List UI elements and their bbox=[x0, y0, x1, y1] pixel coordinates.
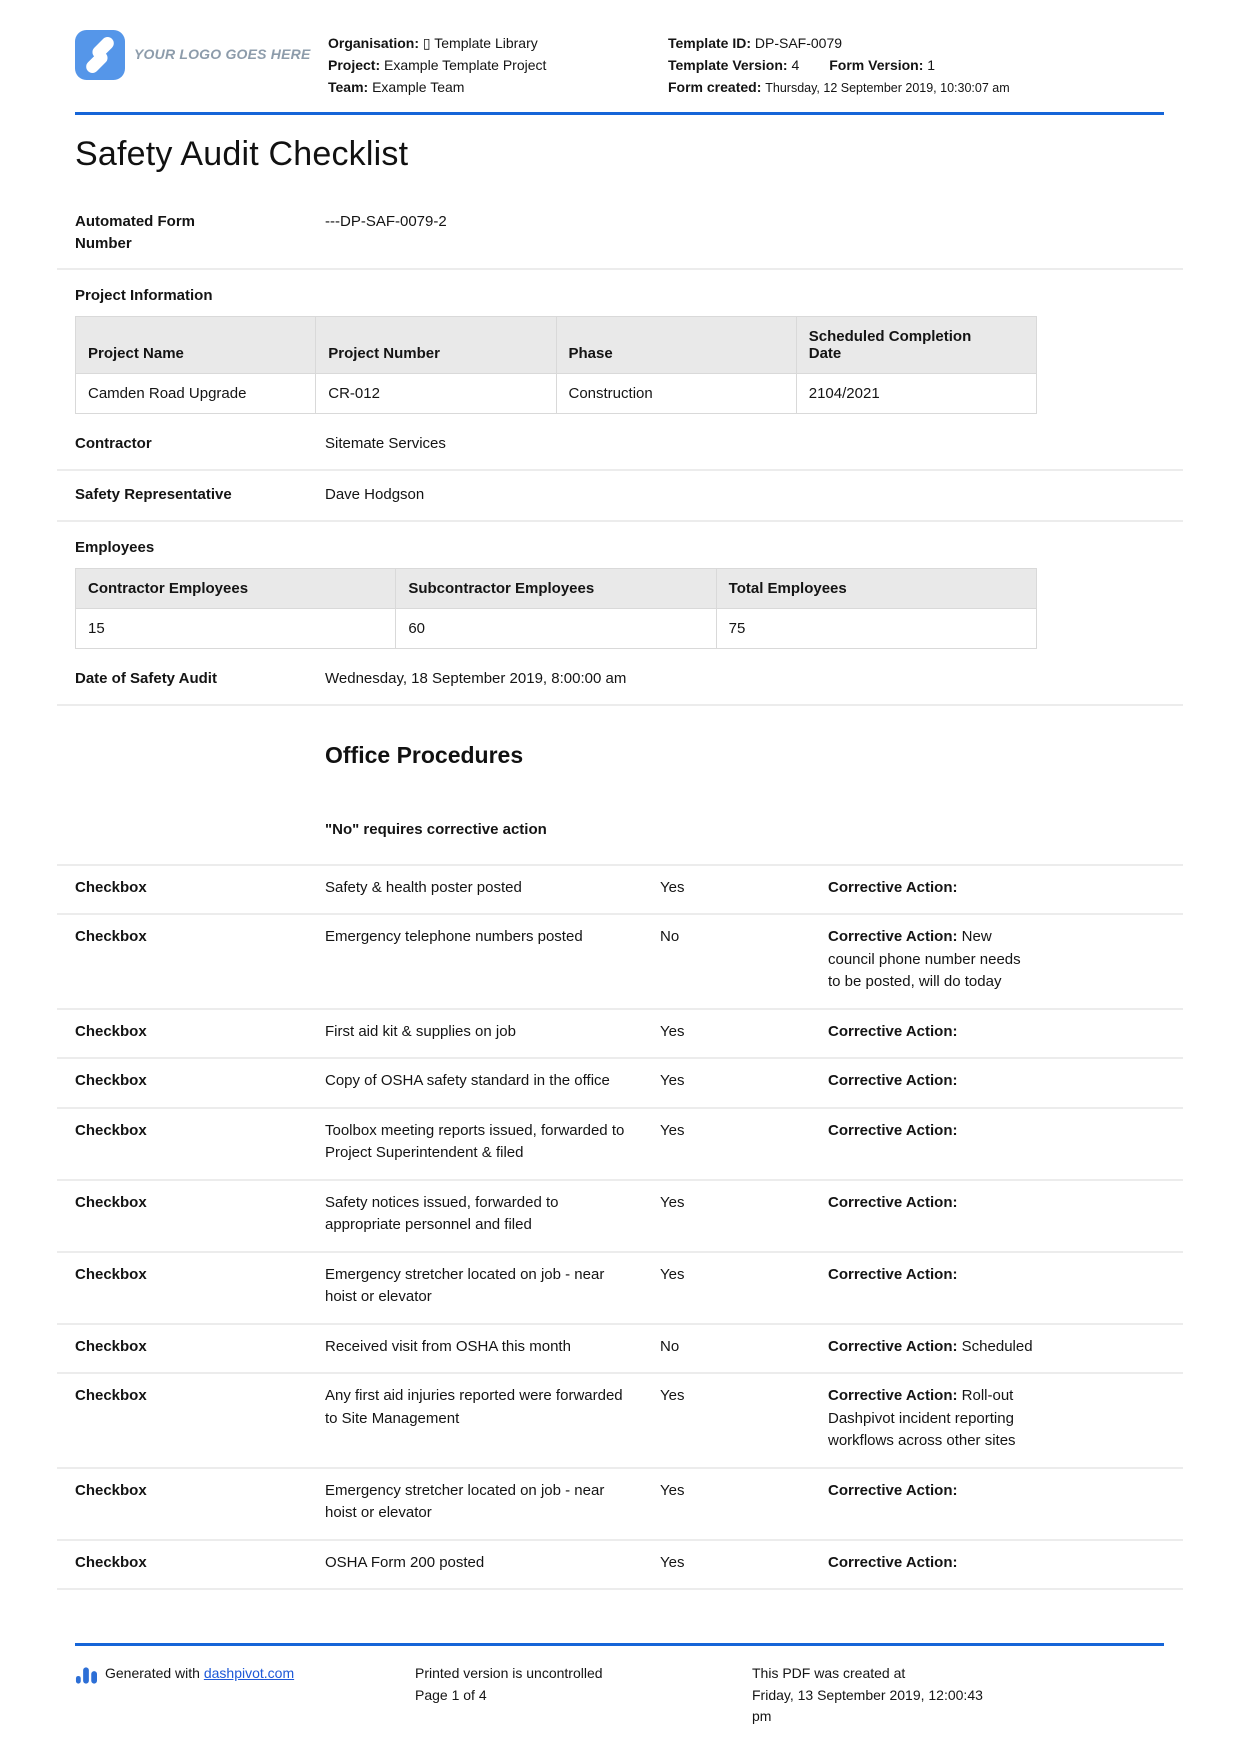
audit-date-row bbox=[75, 655, 1037, 704]
table-header-row bbox=[76, 568, 1037, 608]
checklist-item-text: Emergency stretcher located on job - near hoist or elevator bbox=[325, 1265, 605, 1306]
checklist-row bbox=[75, 1251, 1037, 1323]
corrective-action-cell bbox=[828, 926, 1037, 994]
checklist-row bbox=[75, 1323, 1037, 1373]
section-label-project-information: Project Information bbox=[75, 287, 213, 305]
header-meta-right bbox=[668, 30, 1028, 99]
table-row bbox=[76, 374, 1037, 414]
divider bbox=[57, 704, 1183, 706]
checkbox-field-label: Checkbox bbox=[75, 1072, 147, 1090]
checkbox-field-label: Checkbox bbox=[75, 1387, 147, 1405]
checklist-item-text: Emergency telephone numbers posted bbox=[325, 928, 583, 946]
organisation-field: Organisation: ▯ Template Library bbox=[328, 35, 538, 51]
corrective-action-text: Roll-out Dashpivot incident reporting workflows across other sites bbox=[828, 1387, 1016, 1450]
employees-table bbox=[75, 568, 1037, 649]
project-field: Project: Example Template Project bbox=[328, 57, 547, 74]
field-value: Dave Hodgson bbox=[325, 486, 425, 504]
corrective-action-cell bbox=[828, 1385, 1037, 1453]
table-header-row bbox=[76, 317, 1037, 374]
divider bbox=[57, 1588, 1183, 1590]
checklist-item-text: First aid kit & supplies on job bbox=[325, 1022, 516, 1040]
corrective-action-label: Corrective Action: bbox=[828, 1553, 958, 1571]
checklist-answer: Yes bbox=[660, 1481, 685, 1499]
column-header: Contractor Employees bbox=[76, 568, 396, 608]
checklist-item-text: Any first aid injuries reported were forwarded to Site Management bbox=[325, 1387, 623, 1427]
table-cell: CR-012 bbox=[316, 374, 556, 414]
corrective-action-text: Scheduled bbox=[961, 1337, 1033, 1355]
column-header: Subcontractor Employees bbox=[396, 568, 716, 608]
corrective-action-label: Corrective Action: bbox=[828, 928, 958, 946]
checklist-item-text: OSHA Form 200 posted bbox=[325, 1553, 485, 1571]
checkbox-field-label: Checkbox bbox=[75, 1481, 147, 1499]
checklist-answer: Yes bbox=[660, 1387, 685, 1405]
field-value: Sitemate Services bbox=[325, 435, 446, 453]
checklist-answer: Yes bbox=[660, 1072, 685, 1090]
field-label: Automated Form Number bbox=[75, 212, 195, 252]
field-value: Wednesday, 18 September 2019, 8:00:00 am bbox=[325, 669, 627, 687]
checklist-item-text: Toolbox meeting reports issued, forwarded to Project Superintendent & filed bbox=[325, 1121, 625, 1162]
corrective-action-cell bbox=[828, 1192, 1037, 1237]
logo-icon bbox=[75, 30, 125, 80]
checklist-row bbox=[75, 864, 1037, 914]
corrective-action-label: Corrective Action: bbox=[828, 1121, 958, 1139]
company-logo bbox=[75, 30, 328, 80]
corrective-action-cell bbox=[828, 1480, 1037, 1525]
checklist-row bbox=[75, 1467, 1037, 1539]
checklist-item-text: Received visit from OSHA this month bbox=[325, 1337, 571, 1355]
checklist-row bbox=[75, 913, 1037, 1008]
column-header: Project Name bbox=[76, 317, 316, 374]
section-label-employees: Employees bbox=[75, 538, 155, 556]
checklist-answer: Yes bbox=[660, 1553, 685, 1571]
table-cell: 60 bbox=[396, 608, 716, 648]
corrective-action-label: Corrective Action: bbox=[828, 1481, 958, 1499]
header-meta-left bbox=[328, 30, 668, 98]
corrective-action-cell bbox=[828, 1552, 1037, 1575]
corrective-action-label: Corrective Action: bbox=[828, 1337, 958, 1355]
checklist-row bbox=[75, 1372, 1037, 1467]
checklist-row bbox=[75, 1008, 1037, 1058]
team-field: Team: Example Team bbox=[328, 79, 465, 96]
field-label: Date of Safety Audit bbox=[75, 669, 217, 687]
corrective-action-cell bbox=[828, 1070, 1037, 1093]
footer-divider bbox=[75, 1643, 1164, 1646]
corrective-action-note: "No" requires corrective action bbox=[325, 820, 547, 838]
checklist-row bbox=[75, 1107, 1037, 1179]
corrective-action-cell bbox=[828, 1264, 1037, 1309]
section-heading-office-procedures: Office Procedures bbox=[325, 741, 524, 768]
template-id-field: Template ID: DP-SAF-0079 bbox=[668, 35, 843, 51]
corrective-action-label: Corrective Action: bbox=[828, 1387, 958, 1405]
corrective-action-label: Corrective Action: bbox=[828, 1022, 958, 1040]
field-value: ---DP-SAF-0079-2 bbox=[325, 212, 447, 230]
checklist-answer: Yes bbox=[660, 1265, 685, 1283]
corrective-action-label: Corrective Action: bbox=[828, 1265, 958, 1283]
checklist-answer: Yes bbox=[660, 1193, 685, 1211]
field-label: Contractor bbox=[75, 435, 152, 453]
dashpivot-link[interactable]: dashpivot.com bbox=[203, 1664, 295, 1681]
checklist-answer: No bbox=[660, 928, 680, 946]
checklist-item-text: Safety & health poster posted bbox=[325, 878, 522, 896]
table-cell: 15 bbox=[76, 608, 396, 648]
corrective-action-cell bbox=[828, 1120, 1037, 1165]
safety-representative-row bbox=[75, 471, 1037, 520]
checkbox-field-label: Checkbox bbox=[75, 1022, 147, 1040]
page-title: Safety Audit Checklist bbox=[75, 134, 409, 173]
column-header: Total Employees bbox=[716, 568, 1036, 608]
corrective-action-text: New council phone number needs to be posted, will do today bbox=[828, 928, 1021, 991]
bar-chart-icon bbox=[75, 1664, 97, 1686]
generated-with-text: Generated with dashpivot.com bbox=[105, 1664, 295, 1681]
column-header: Scheduled Completion Date bbox=[796, 317, 1036, 374]
corrective-action-cell bbox=[828, 1336, 1037, 1359]
page-number: Page 1 of 4 bbox=[415, 1686, 487, 1703]
column-header: Phase bbox=[556, 317, 796, 374]
footer-generated bbox=[75, 1663, 415, 1728]
column-header: Project Number bbox=[316, 317, 556, 374]
project-info-table bbox=[75, 316, 1037, 414]
table-cell: 2104/2021 bbox=[796, 374, 1036, 414]
corrective-action-label: Corrective Action: bbox=[828, 1193, 958, 1211]
divider bbox=[57, 520, 1183, 522]
checkbox-field-label: Checkbox bbox=[75, 1553, 147, 1571]
footer-created-info: This PDF was created at Friday, 13 September 2019, 12:00:43 pm bbox=[752, 1664, 983, 1725]
checkbox-field-label: Checkbox bbox=[75, 1121, 147, 1139]
corrective-action-cell bbox=[828, 877, 1037, 900]
footer-print-info bbox=[415, 1663, 752, 1728]
version-fields: Template Version: 4 Form Version: 1 bbox=[668, 57, 936, 74]
form-number-row bbox=[75, 198, 1037, 269]
table-cell: Construction bbox=[556, 374, 796, 414]
contractor-row bbox=[75, 420, 1037, 469]
checklist-item-text: Safety notices issued, forwarded to appropriate personnel and filed bbox=[325, 1193, 559, 1234]
logo-placeholder-text: YOUR LOGO GOES HERE bbox=[134, 46, 311, 62]
checklist-item-text: Copy of OSHA safety standard in the office bbox=[325, 1072, 610, 1090]
corrective-action-cell bbox=[828, 1021, 1037, 1044]
checkbox-field-label: Checkbox bbox=[75, 1337, 147, 1355]
checklist-row bbox=[75, 1179, 1037, 1251]
corrective-action-label: Corrective Action: bbox=[828, 878, 958, 896]
table-row bbox=[76, 608, 1037, 648]
checkbox-field-label: Checkbox bbox=[75, 928, 147, 946]
header-divider bbox=[75, 112, 1164, 115]
checklist-answer: Yes bbox=[660, 878, 685, 896]
checklist-answer: No bbox=[660, 1337, 680, 1355]
checkbox-field-label: Checkbox bbox=[75, 1265, 147, 1283]
checklist bbox=[75, 864, 1164, 1589]
field-label: Safety Representative bbox=[75, 486, 232, 504]
form-created-field: Form created: Thursday, 12 September 2019, 10:30:07 am bbox=[668, 79, 1010, 96]
document-header bbox=[75, 30, 1164, 99]
checklist-answer: Yes bbox=[660, 1121, 685, 1139]
checklist-item-text: Emergency stretcher located on job - near hoist or elevator bbox=[325, 1481, 605, 1522]
checklist-answer: Yes bbox=[660, 1022, 685, 1040]
checkbox-field-label: Checkbox bbox=[75, 1193, 147, 1211]
corrective-action-label: Corrective Action: bbox=[828, 1072, 958, 1090]
table-cell: Camden Road Upgrade bbox=[76, 374, 316, 414]
table-cell: 75 bbox=[716, 608, 1036, 648]
divider bbox=[57, 268, 1183, 270]
checklist-row bbox=[75, 1539, 1037, 1589]
checkbox-field-label: Checkbox bbox=[75, 878, 147, 896]
checklist-row bbox=[75, 1057, 1037, 1107]
printed-version-note: Printed version is uncontrolled bbox=[415, 1664, 603, 1681]
document-footer bbox=[75, 1643, 1164, 1728]
